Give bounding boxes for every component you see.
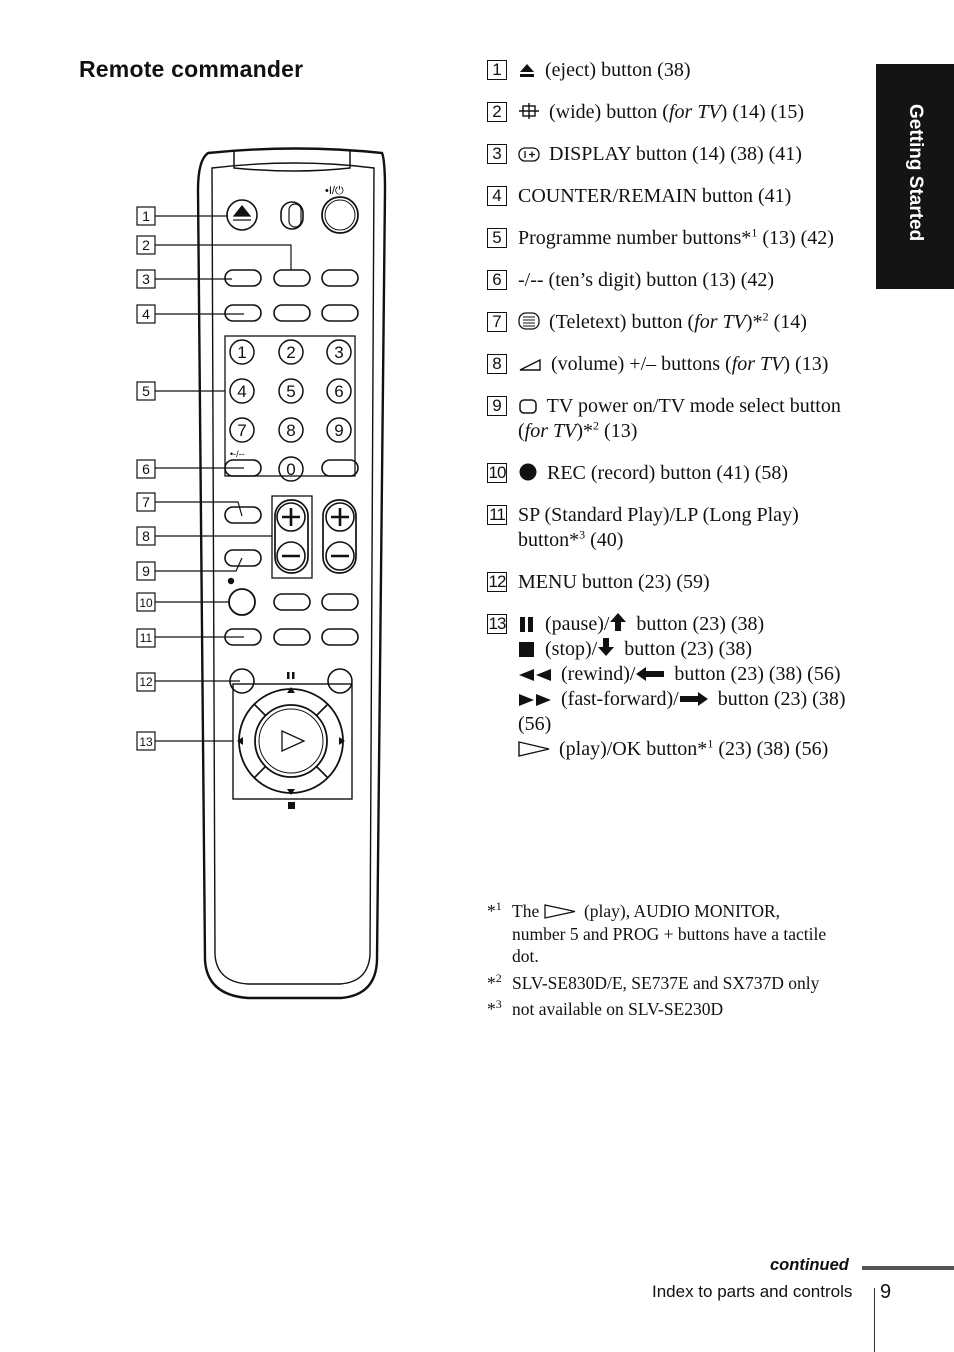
parts-list bbox=[487, 58, 857, 779]
svg-text:6: 6 bbox=[142, 461, 150, 477]
section-tab-label: Getting Started bbox=[905, 104, 926, 242]
teletext-icon bbox=[518, 312, 540, 330]
volume-icon bbox=[518, 358, 542, 372]
svg-text:10: 10 bbox=[139, 596, 153, 610]
list-item: 13 (pause)/ button (23) (38) (stop)/ button (23) (38) (rewind)/ button (23) (38) (56) (fast-forward)/ button (23) (38) (56) (play)/OK button*$^1$ (23) (38) (56) bbox=[488, 613, 846, 760]
list-item: 8 (volume) +/– buttons (for TV) (13) bbox=[487, 352, 857, 377]
list-item: 5 Programme number buttons*$^1$ (13) (42) bbox=[487, 226, 857, 251]
key-6: 6 bbox=[334, 382, 344, 401]
fast-forward-icon bbox=[518, 693, 552, 707]
continued-label: continued bbox=[770, 1256, 849, 1274]
ten-label: •-/-- bbox=[230, 449, 245, 459]
wide-icon bbox=[518, 102, 540, 120]
key-9: 9 bbox=[334, 421, 344, 440]
key-4: 4 bbox=[237, 382, 247, 401]
footnotes bbox=[487, 900, 837, 1025]
rec-icon bbox=[518, 463, 538, 481]
power-label: •I/⏻ bbox=[325, 185, 344, 197]
svg-text:2: 2 bbox=[142, 237, 150, 253]
tv-icon bbox=[518, 398, 538, 414]
key-7: 7 bbox=[237, 421, 247, 440]
rewind-icon bbox=[518, 668, 552, 682]
list-item: 11 SP (Standard Play)/LP (Long Play) button*$^3$ (40) bbox=[487, 503, 857, 553]
key-8: 8 bbox=[286, 421, 296, 440]
svg-text:4: 4 bbox=[142, 306, 150, 322]
key-0: 0 bbox=[286, 460, 296, 479]
page-number: 9 bbox=[880, 1281, 892, 1303]
down-arrow-icon bbox=[597, 637, 615, 657]
play-icon bbox=[518, 741, 550, 757]
key-5: 5 bbox=[286, 382, 296, 401]
left-arrow-icon bbox=[635, 666, 665, 682]
footer-section-title: Index to parts and controls bbox=[652, 1282, 853, 1301]
eject-icon bbox=[518, 62, 536, 78]
list-item: 12 MENU button (23) (59) bbox=[488, 571, 710, 593]
list-item: 9 TV power on/TV mode select button (for TV)*$^2$ (13) bbox=[487, 394, 857, 444]
right-arrow-icon bbox=[679, 691, 709, 707]
footnote: *$^3$ not available on SLV-SE230D bbox=[487, 997, 724, 1019]
svg-text:12: 12 bbox=[139, 675, 153, 689]
continued-rule bbox=[862, 1266, 954, 1270]
svg-text:1: 1 bbox=[142, 208, 150, 224]
remote-diagram bbox=[130, 145, 390, 1005]
page-title: Remote commander bbox=[79, 56, 304, 82]
list-item: 2 (wide) button (for TV) (14) (15) bbox=[487, 100, 857, 125]
key-3: 3 bbox=[334, 343, 344, 362]
stop-icon bbox=[518, 641, 536, 657]
svg-text:8: 8 bbox=[142, 528, 150, 544]
svg-text:9: 9 bbox=[142, 563, 150, 579]
footer-divider bbox=[874, 1288, 875, 1352]
footnote: *$^2$ SLV-SE830D/E, SE737E and SX737D only bbox=[487, 970, 820, 993]
list-item: 4 COUNTER/REMAIN button (41) bbox=[487, 184, 857, 209]
svg-text:13: 13 bbox=[139, 735, 153, 749]
display-icon bbox=[518, 146, 540, 162]
list-item: 7 (Teletext) button (for TV)*$^2$ (14) bbox=[487, 310, 857, 335]
svg-text:7: 7 bbox=[142, 494, 150, 510]
pause-icon bbox=[518, 616, 536, 632]
footnote: *$^1$ The (play), AUDIO MONITOR, number 5 and PROG + buttons have a tactile dot. bbox=[487, 899, 827, 966]
svg-text:3: 3 bbox=[142, 271, 150, 287]
up-arrow-icon bbox=[609, 612, 627, 632]
list-item: 1 (eject) button (38) bbox=[487, 58, 857, 83]
list-item: 10 REC (record) button (41) (58) bbox=[488, 462, 789, 484]
key-1: 1 bbox=[237, 343, 247, 362]
list-item: 3 DISPLAY button (14) (38) (41) bbox=[487, 142, 857, 167]
svg-text:5: 5 bbox=[142, 383, 150, 399]
section-tab bbox=[876, 64, 954, 289]
key-2: 2 bbox=[286, 343, 296, 362]
list-item: 6 -/-- (ten’s digit) button (13) (42) bbox=[487, 268, 857, 293]
svg-text:11: 11 bbox=[139, 631, 153, 645]
play-icon bbox=[544, 904, 576, 919]
